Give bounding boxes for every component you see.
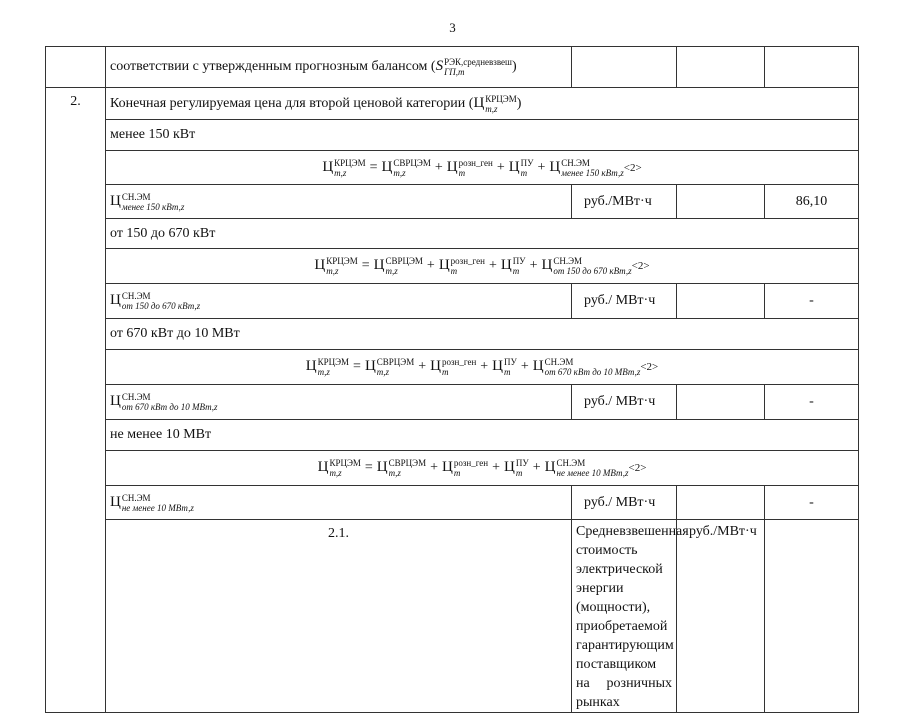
table-row xyxy=(46,350,859,385)
formula-term: Ц розн_ген m xyxy=(442,458,489,478)
empty-cell xyxy=(677,486,765,520)
footnote-ref: <2> xyxy=(640,361,659,374)
value-cell xyxy=(765,47,859,88)
table-row xyxy=(46,451,859,486)
formula-term: Ц СВРЦЭМ m,z xyxy=(381,157,431,178)
table-row xyxy=(46,319,859,350)
group-label: не менее 10 МВт xyxy=(106,420,859,451)
formula-cell xyxy=(106,151,859,185)
group-label: от 150 до 670 кВт xyxy=(106,219,859,249)
operator: = xyxy=(361,258,370,274)
operator: + xyxy=(480,359,489,375)
formula-term: Ц ПУ m xyxy=(508,157,534,178)
group-label: менее 150 кВт xyxy=(106,120,859,151)
operator: + xyxy=(532,460,541,476)
formula-term: Ц ПУ m xyxy=(504,458,529,478)
unit-cell: руб./ МВт·ч xyxy=(572,385,677,420)
table-row xyxy=(46,249,859,284)
formula-cell xyxy=(106,350,859,385)
formula-term: Ц ПУ m xyxy=(500,256,526,276)
formula-lhs: Ц КРЦЭМ m,z xyxy=(322,157,366,178)
value-cell: - xyxy=(765,385,859,420)
formula-term: Ц розн_ген m xyxy=(438,256,485,276)
operator: + xyxy=(492,460,501,476)
formula-term: Ц розн_ген m xyxy=(446,157,493,178)
formula-term: Ц СН.ЭМ не менее 10 МВт,z xyxy=(544,458,629,478)
unit-cell xyxy=(572,47,677,88)
formula-term: Ц ПУ m xyxy=(492,357,517,377)
table-row xyxy=(46,185,859,219)
unit-cell: руб./МВт·ч xyxy=(677,520,765,713)
unit-cell: руб./ МВт·ч xyxy=(572,486,677,520)
description-cell: соответствии с утвержденным прогнозным балансом (S РЭК,средневзвеш ГП,m ) xyxy=(106,47,572,88)
operator: + xyxy=(430,460,439,476)
param-symbol: Ц СН.ЭМ от 150 до 670 кВт,z xyxy=(110,291,201,311)
group-label: от 670 кВт до 10 МВт xyxy=(106,319,859,350)
param-symbol: Ц СН.ЭМ менее 150 кВт,z xyxy=(110,191,185,212)
table-row xyxy=(46,520,859,713)
page-number: 3 xyxy=(449,20,456,35)
table-row xyxy=(46,47,859,88)
operator: = xyxy=(364,460,373,476)
formula-term: Ц СВРЦЭМ m,z xyxy=(364,357,415,377)
empty-cell xyxy=(677,284,765,319)
footnote-ref: <2> xyxy=(631,260,650,273)
tariff-table xyxy=(45,46,859,713)
table-row xyxy=(46,120,859,151)
value-cell: - xyxy=(765,284,859,319)
formula-cell xyxy=(106,451,859,486)
operator: + xyxy=(488,258,497,274)
formula-term: Ц розн_ген m xyxy=(430,357,477,377)
param-cell xyxy=(106,284,572,319)
operator: = xyxy=(369,159,378,175)
param-cell xyxy=(106,185,572,219)
formula-term: Ц СН.ЭМ менее 150 кВт,z xyxy=(549,157,624,178)
table-row xyxy=(46,420,859,451)
param-cell xyxy=(106,486,572,520)
formula-term: Ц СН.ЭМ от 670 кВт до 10 МВт,z xyxy=(532,357,641,377)
empty-cell xyxy=(677,185,765,219)
operator: + xyxy=(537,159,546,175)
formula-term: Ц СВРЦЭМ m,z xyxy=(373,256,423,276)
table-row xyxy=(46,219,859,249)
operator: + xyxy=(418,359,427,375)
operator: + xyxy=(426,258,435,274)
operator: + xyxy=(496,159,505,175)
param-symbol: Ц СН.ЭМ от 670 кВт до 10 МВт,z xyxy=(110,392,218,412)
unit-cell: руб./ МВт·ч xyxy=(572,284,677,319)
formula-term: Ц СВРЦЭМ m,z xyxy=(376,458,427,478)
operator: + xyxy=(434,159,443,175)
formula-lhs: Ц КРЦЭМ m,z xyxy=(314,256,358,276)
table-row xyxy=(46,151,859,185)
param-symbol: Ц СН.ЭМ не менее 10 МВт,z xyxy=(110,492,194,513)
empty-cell xyxy=(677,385,765,420)
description-cell: Средневзвешенная стоимость электрической энергии (мощности), приобретаемой гарантирующим поставщиком на розничных рынках xyxy=(572,520,677,713)
operator: + xyxy=(520,359,529,375)
param-cell xyxy=(106,385,572,420)
table-row xyxy=(46,284,859,319)
num-cell xyxy=(46,47,106,88)
table-row xyxy=(46,486,859,520)
table-row xyxy=(46,88,859,120)
description-cell: Конечная регулируемая цена для второй ценовой категории (Ц КРЦЭМ m,z ) xyxy=(106,88,859,120)
unit-cell: руб./МВт·ч xyxy=(572,185,677,219)
empty-cell xyxy=(765,520,859,713)
value-cell: 86,10 xyxy=(765,185,859,219)
footnote-ref: <2> xyxy=(628,462,647,475)
formula-lhs: Ц КРЦЭМ m,z xyxy=(305,357,350,377)
formula-term: Ц СН.ЭМ от 150 до 670 кВт,z xyxy=(541,256,632,276)
operator: = xyxy=(353,359,361,375)
footnote-ref: <2> xyxy=(623,161,642,174)
row-number: 2. xyxy=(46,88,106,713)
formula-cell xyxy=(106,249,859,284)
value-cell: - xyxy=(765,486,859,520)
operator: + xyxy=(529,258,538,274)
formula-lhs: Ц КРЦЭМ m,z xyxy=(317,458,361,478)
table-row xyxy=(46,385,859,420)
empty-cell xyxy=(677,47,765,88)
row-number: 2.1. xyxy=(106,520,572,713)
